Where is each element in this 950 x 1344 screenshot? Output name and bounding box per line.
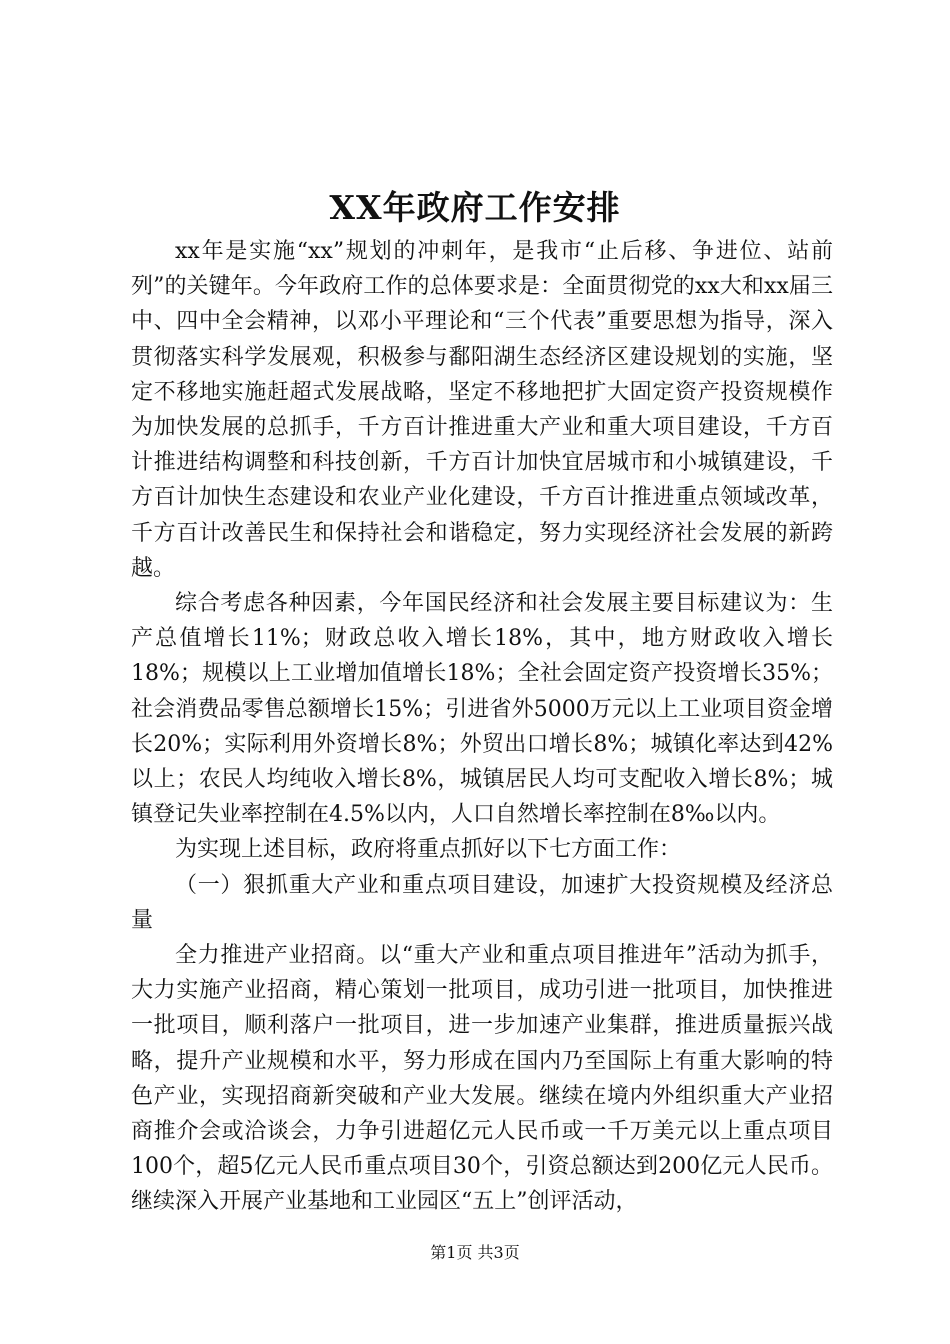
paragraph-seven-tasks: 为实现上述目标，政府将重点抓好以下七方面工作： — [175, 837, 682, 863]
document-body — [131, 234, 833, 1220]
paragraph-overview: xx年是实施“xx”规划的冲刺年，是我市“止后移、争进位、站前列”的关键年。今年政府工作的总体要求是：全面贯彻党的xx大和xx届三中、四中全会精神，以邓小平理论和“三个代表”重要思想为指导，深入贯彻落实科学发展观，积极参与鄱阳湖生态经济区建设规划的实施，坚定不移地实施赶超式发展战略，坚定不移地把扩大固定资产投资规模作为加快发展的总抓手，千方百计推进重大产业和重大项目建设，千方百计推进结构调整和科技创新，千方百计加快宜居城市和小城镇建设，千方百计加快生态建设和农业产业化建设，千方百计推进重点领域改革，千方百计改善民生和保持社会和谐稳定，努力实现经济社会发展的新跨越。 — [131, 239, 833, 581]
paragraph-investment: 全力推进产业招商。以“重大产业和重点项目推进年”活动为抓手，大力实施产业招商，精心策划一批项目，成功引进一批项目，加快推进一批项目，顺利落户一批项目，进一步加速产业集群，推进质量振兴战略，提升产业规模和水平，努力形成在国内乃至国际上有重大影响的特色产业，实现招商新突破和产业大发展。继续在境内外组织重大产业招商推介会或洽谈会，力争引进超亿元人民币或一千万美元以上重点项目100个，超5亿元人民币重点项目30个，引资总额达到200亿元人民币。继续深入开展产业基地和工业园区“五上”创评活动， — [131, 943, 833, 1215]
section-heading-one: （一）狠抓重大产业和重点项目建设，加速扩大投资规模及经济总量 — [131, 872, 833, 933]
paragraph-targets: 综合考虑各种因素，今年国民经济和社会发展主要目标建议为：生产总值增长11%；财政总收入增长18%，其中，地方财政收入增长18%；规模以上工业增加值增长18%；全社会固定资产投资增长35%；社会消费品零售总额增长15%；引进省外5000万元以上工业项目资金增长20%；实际利用外资增长8%；外贸出口增长8%；城镇化率达到42%以上；农民人均纯收入增长8%，城镇居民人均可支配收入增长8%；城镇登记失业率控制在4.5%以内，人口自然增长率控制在8‰以内。 — [131, 591, 833, 828]
page-footer: 第1页 共3页 — [430, 1243, 520, 1262]
document-title: XX年政府工作安排 — [329, 188, 621, 227]
